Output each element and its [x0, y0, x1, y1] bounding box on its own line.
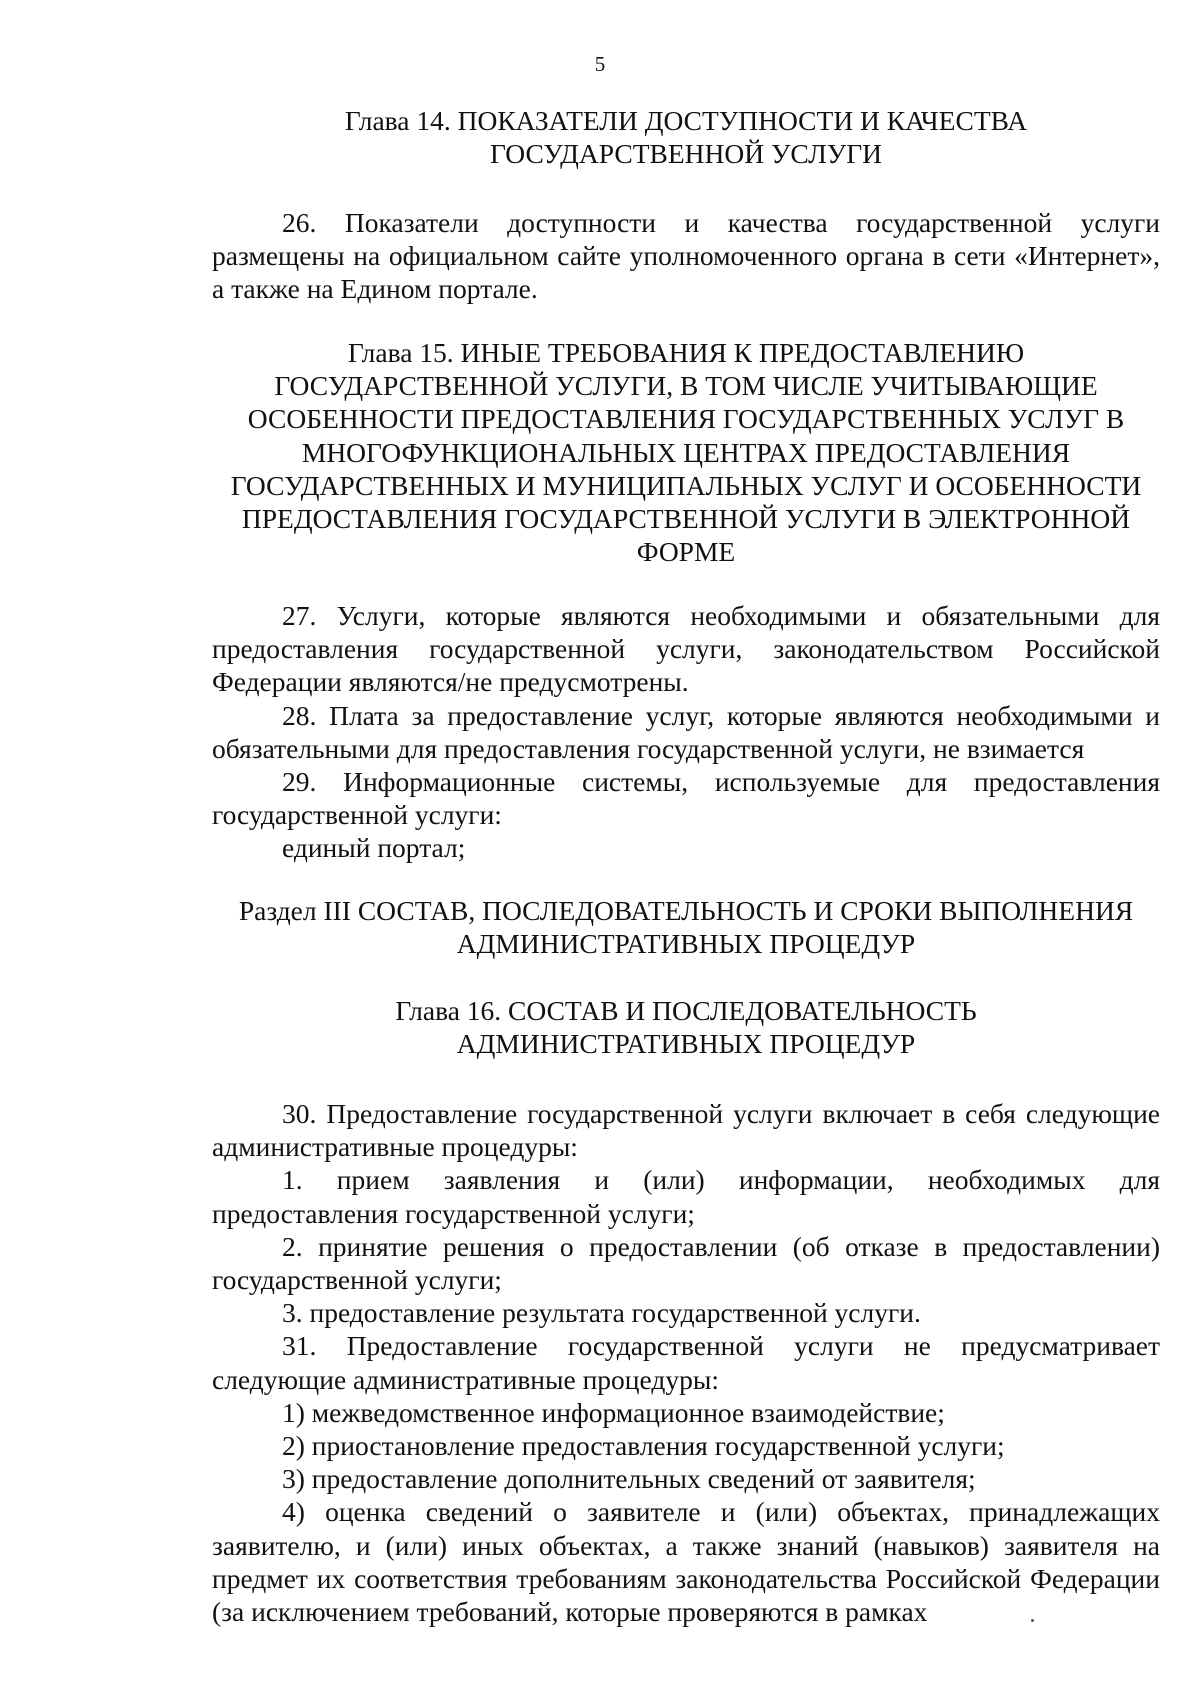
paragraph-31-item-3: 3) предоставление дополнительных сведений от заявителя;: [282, 1463, 976, 1495]
paragraph-31-item-2: 2) приостановление предоставления государственной услуги;: [282, 1430, 1005, 1462]
heading-line: ГОСУДАРСТВЕННОЙ УСЛУГИ: [490, 138, 882, 170]
chapter-14-body: [212, 206, 1160, 306]
heading-line: ПРЕДОСТАВЛЕНИЯ ГОСУДАРСТВЕННОЙ УСЛУГИ В ЭЛЕКТРОННОЙ: [241, 503, 1131, 535]
heading-line: Глава 15. ИНЫЕ ТРЕБОВАНИЯ К ПРЕДОСТАВЛЕНИЮ: [347, 337, 1025, 368]
scan-speck: [1031, 1619, 1034, 1622]
heading-line: ФОРМЕ: [636, 536, 736, 568]
paragraph-30-item-3: 3. предоставление результата государственной услуги.: [282, 1297, 921, 1329]
paragraph-28: 28. Плата за предоставление услуг, которые являются необходимыми и обязательными для предоставления государственной услуги, не взимается: [212, 699, 1160, 764]
page-number: 5: [594, 52, 606, 76]
heading-line: Глава 14. ПОКАЗАТЕЛИ ДОСТУПНОСТИ И КАЧЕСТВА: [344, 105, 1028, 136]
heading-line: ГОСУДАРСТВЕННОЙ УСЛУГИ, В ТОМ ЧИСЛЕ УЧИТЫВАЮЩИЕ: [274, 370, 1098, 402]
paragraph-30: 30. Предоставление государственной услуги включает в себя следующие административные процедуры:: [212, 1098, 1160, 1163]
paragraph-31: 31. Предоставление государственной услуги не предусматривает следующие административные процедуры:: [212, 1330, 1160, 1395]
heading-line: ГОСУДАРСТВЕННЫХ И МУНИЦИПАЛЬНЫХ УСЛУГ И ОСОБЕННОСТИ: [230, 469, 1142, 501]
chapter-16-body: [212, 1097, 1160, 1628]
chapter-15-heading: [212, 336, 1160, 568]
paragraph-26: 26. Показатели доступности и качества государственной услуги размещены на официальном сайте уполномоченного органа в сети «Интернет», а также на Едином портале.: [212, 207, 1160, 305]
heading-line: АДМИНИСТРАТИВНЫХ ПРОЦЕДУР: [456, 1028, 916, 1060]
section-3-heading: [212, 894, 1160, 960]
paragraph-27: 27. Услуги, которые являются необходимыми и обязательными для предоставления государственной услуги, законодательством Российской Федерации являются/не предусмотрены.: [212, 600, 1160, 698]
heading-line: МНОГОФУНКЦИОНАЛЬНЫХ ЦЕНТРАХ ПРЕДОСТАВЛЕНИЯ: [301, 436, 1071, 468]
paragraph-31-item-4: 4) оценка сведений о заявителе и (или) объектах, принадлежащих заявителю, и (или) иных объектах, а также знаний (навыков) заявителя на предмет их соответствия требованиям законодательства Российской Федерации (за исключением требований, которые проверяются в рамках: [212, 1496, 1160, 1628]
heading-line: Раздел III СОСТАВ, ПОСЛЕДОВАТЕЛЬНОСТЬ И СРОКИ ВЫПОЛНЕНИЯ: [238, 895, 1134, 926]
chapter-14-heading: [212, 104, 1160, 170]
chapter-15-body: [212, 599, 1160, 865]
heading-line: ОСОБЕННОСТИ ПРЕДОСТАВЛЕНИЯ ГОСУДАРСТВЕННЫХ УСЛУГ В: [247, 403, 1125, 435]
paragraph-29: 29. Информационные системы, используемые для предоставления государственной услуги:: [212, 766, 1160, 831]
heading-line: АДМИНИСТРАТИВНЫХ ПРОЦЕДУР: [456, 928, 916, 960]
chapter-16-heading: [212, 994, 1160, 1060]
paragraph-29-item: единый портал;: [282, 832, 466, 864]
heading-line: Глава 16. СОСТАВ И ПОСЛЕДОВАТЕЛЬНОСТЬ: [395, 995, 977, 1026]
paragraph-30-item-1: 1. прием заявления и (или) информации, необходимых для предоставления государственной услуги;: [212, 1164, 1160, 1229]
paragraph-31-item-1: 1) межведомственное информационное взаимодействие;: [282, 1396, 945, 1428]
paragraph-30-item-2: 2. принятие решения о предоставлении (об отказе в предоставлении) государственной услуги;: [212, 1230, 1160, 1296]
